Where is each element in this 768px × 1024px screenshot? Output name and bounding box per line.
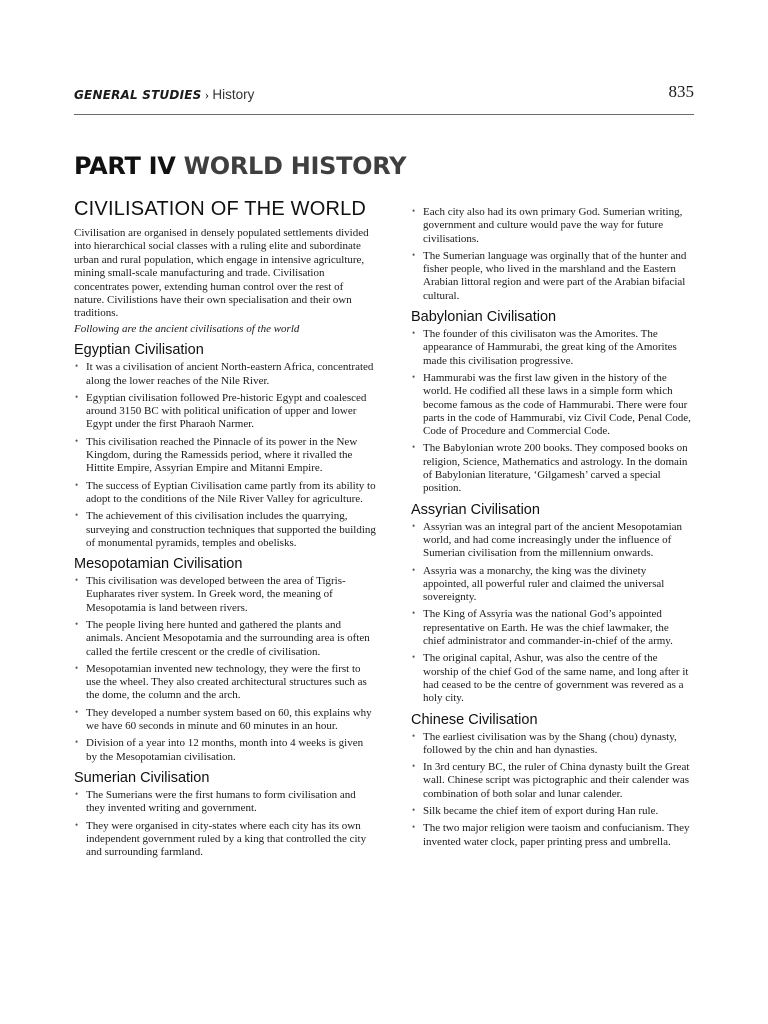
bullet-icon: • (412, 804, 416, 815)
list-item (74, 663, 376, 703)
babylonian-list (411, 328, 693, 496)
bullet-icon: • (75, 479, 79, 490)
left-column (74, 198, 376, 863)
running-head (74, 87, 254, 103)
section-heading-egyptian: Egyptian Civilisation (74, 342, 204, 359)
mesopotamian-list (74, 575, 376, 764)
list-item (411, 761, 693, 801)
list-item-text: The success of Eyptian Civilisation came partly from its ability to adopt to the conditions of the Nile River Valley for agriculture. (86, 479, 376, 505)
part-prefix: PART IV (74, 152, 176, 180)
list-item-text: The two major religion were taoism and confucianism. They invented water clock, paper printing press and umbrella. (423, 822, 690, 848)
subsection-title: History (212, 87, 255, 102)
assyrian-list (411, 521, 693, 706)
list-item (74, 436, 376, 476)
bullet-icon: • (75, 435, 79, 446)
section-heading-mesopotamian: Mesopotamian Civilisation (74, 556, 243, 573)
bullet-icon: • (75, 510, 79, 521)
list-item-text: The Sumerians were the first humans to form civilisation and they invented writing and government. (86, 788, 356, 815)
list-item (411, 372, 693, 438)
list-item (74, 737, 376, 764)
list-item (74, 820, 376, 860)
sumerian-list-right (411, 206, 693, 303)
bullet-icon: • (412, 564, 416, 575)
page-header (74, 80, 694, 115)
list-item-text: This civilisation reached the Pinnacle of its power in the New Kingdom, during the Ramessids period, where it rivalled the Hittite Empire, Assyrian Empire and Mitanni Empire. (86, 435, 358, 475)
bullet-icon: • (75, 788, 79, 799)
list-item-text: The original capital, Ashur, was also the centre of the worship of the chief God of the same name, and long after it had ceased to be the centre of government was revered as a holy city. (423, 652, 689, 705)
list-item-text: This civilisation was developed between the area of Tigris-Eupharates river system. In Greek word, the meaning of Mesopotamia is land between rivers. (86, 575, 346, 614)
chinese-list (411, 731, 693, 849)
bullet-icon: • (412, 442, 416, 453)
bullet-icon: • (412, 371, 416, 382)
section-heading-babylonian: Babylonian Civilisation (411, 309, 557, 326)
list-item-text: Mesopotamian invented new technology, they were the first to use the wheel. They also created architectural structures such as the dome, the column and the arch. (86, 662, 367, 702)
list-item-text: The Sumerian language was orginally that of the hunter and fisher people, who lived in the marshland and the Eastern Arabian littoral region and were part of the Arabian bifacial cultural. (423, 249, 687, 302)
list-item (74, 392, 376, 432)
list-item (74, 707, 376, 734)
list-item (411, 521, 693, 561)
bullet-icon: • (75, 706, 79, 717)
bullet-icon: • (412, 249, 416, 260)
list-item (411, 731, 693, 758)
bullet-icon: • (412, 730, 416, 741)
list-item (411, 206, 693, 246)
list-item-text: Each city also had its own primary God. Sumerian writing, government and culture would pave the way for future civilisations. (423, 206, 683, 245)
egyptian-list (74, 361, 376, 550)
list-item (411, 328, 693, 368)
section-heading-chinese: Chinese Civilisation (411, 711, 538, 728)
list-item (411, 608, 693, 648)
list-item-text: They were organised in city-states where each city has its own independent government ruled by a king that controlled the city and surrounding farmland. (86, 819, 367, 859)
chapter-title: CIVILISATION OF THE WORLD (74, 198, 367, 220)
bullet-icon: • (412, 761, 416, 772)
list-item (411, 250, 693, 303)
bullet-icon: • (412, 520, 416, 531)
list-item-text: They developed a number system based on 60, this explains why we have 60 seconds in minute and 60 minutes in an hour. (86, 706, 372, 733)
bullet-icon: • (412, 328, 416, 339)
bullet-icon: • (75, 575, 79, 586)
list-item-text: The achievement of this civilisation includes the quarrying, surveying and construction techniques that supported the building of monumental pyramids, temples and obelisks. (86, 510, 376, 549)
section-heading-sumerian: Sumerian Civilisation (74, 769, 210, 786)
bullet-icon: • (75, 619, 79, 629)
list-item (411, 652, 693, 705)
list-item (74, 789, 376, 816)
page-number: 835 (668, 82, 694, 101)
intro-note: Following are the ancient civilisations of the world (74, 322, 300, 335)
list-item-text: The earliest civilisation was by the Shang (chou) dynasty, followed by the chin and han dynasties. (423, 730, 677, 756)
list-item (411, 805, 693, 818)
list-item (74, 510, 376, 550)
list-item-text: The King of Assyria was the national God’s appointed representative on Earth. He was the chief lawmaker, the chief administrator and commander-in-chief of the army. (423, 608, 673, 648)
list-item (74, 619, 376, 659)
part-name: WORLD HISTORY (183, 152, 407, 180)
bullet-icon: • (412, 206, 416, 216)
list-item-text: The founder of this civilisaton was the Amorites. The appearance of Hammurabi, the great king of the Amorites made this civilisation progressive. (423, 328, 677, 367)
list-item-text: Egyptian civilisation followed Pre-historic Egypt and coalesced around 3150 BC with political unification of upper and lower Egypt under the first Pharaoh Narmer. (86, 391, 367, 431)
list-item (411, 565, 693, 605)
bullet-icon: • (75, 391, 79, 402)
list-item-text: The people living here hunted and gathered the plants and animals. Ancient Mesopotamia and the surrounding area is often called the fertile crescent or the credle of civilisation. (86, 619, 370, 658)
sumerian-list-left (74, 789, 376, 859)
list-item-text: Assyrian was an integral part of the ancient Mesopotamian world, and had come increasingly under the influence of Sumerian civilisation from the millennium onwards. (423, 520, 683, 560)
list-item-text: In 3rd century BC, the ruler of China dynasty built the Great wall. Chinese script was pictographic and their calender was combination of both solar and lunar calender. (423, 761, 690, 800)
list-item (411, 822, 693, 849)
list-item (74, 575, 376, 615)
bullet-icon: • (412, 652, 416, 663)
section-heading-assyrian: Assyrian Civilisation (411, 501, 540, 518)
list-item (74, 480, 376, 507)
bullet-icon: • (75, 662, 79, 673)
bullet-icon: • (412, 608, 416, 619)
part-title (74, 152, 406, 180)
list-item-text: The Babylonian wrote 200 books. They composed books on religion, Science, Mathematics and astrology. In the domain of Babylonian literature, ‘Gilgamesh’ carved a special position. (423, 442, 688, 495)
right-column (411, 206, 693, 853)
list-item-text: Division of a year into 12 months, month into 4 weeks is given by the Mesopotamian civilisation. (86, 737, 364, 763)
list-item-text: Hammurabi was the first law given in the history of the world. He codified all these laws in a simple form which become famous as the code of Hammurabi. There were four parts in the code of Hammurabi, viz Civil Code, Penal Code, Code of Procedure and Commercial Code. (423, 371, 691, 438)
list-item-text: Assyria was a monarchy, the king was the divinety appointed, all powerful ruler and claimed the universal sovereignty. (423, 564, 665, 604)
list-item-text: Silk became the chief item of export during Han rule. (423, 804, 659, 817)
bullet-icon: • (412, 822, 416, 833)
section-title: GENERAL STUDIES (74, 88, 202, 102)
list-item (411, 442, 693, 495)
list-item-text: It was a civilisation of ancient North-eastern Africa, concentrated along the lower reaches of the Nile River. (86, 361, 374, 387)
bullet-icon: • (75, 737, 79, 748)
breadcrumb-separator: › (204, 87, 210, 102)
bullet-icon: • (75, 819, 79, 830)
intro-paragraph: Civilisation are organised in densely populated settlements divided into hierarchical social classes with a ruling elite and subordinate urban and rural population, which engage in intensive agriculture, mining small-scale manufacturing and trade. Civilisation concentrates power, extending human control over the rest of nature. Civilistions have their own specialisation and their own traditions. (74, 227, 369, 320)
list-item (74, 361, 376, 388)
bullet-icon: • (75, 361, 79, 372)
